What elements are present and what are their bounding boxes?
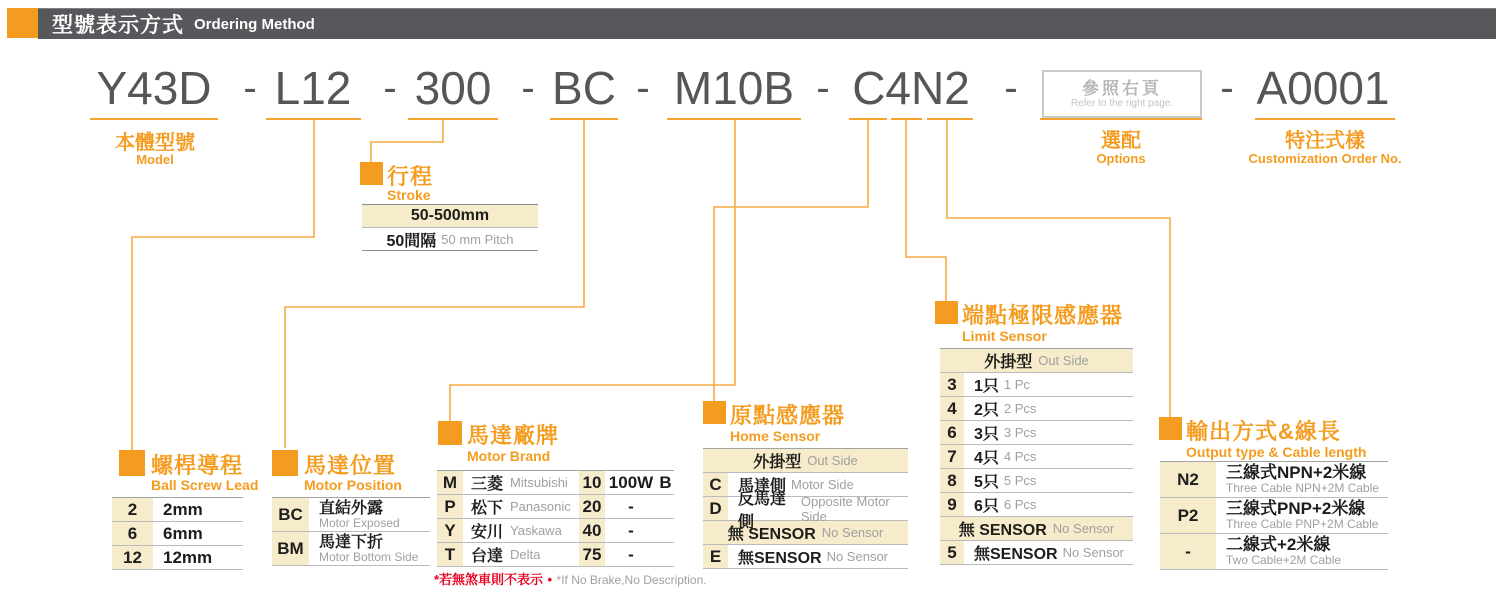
- table-row: BM 馬達下折 Motor Bottom Side: [272, 532, 430, 566]
- model-dash: -: [243, 65, 257, 110]
- table-row: 9 6只 6 Pcs: [940, 493, 1133, 517]
- wire-300-stroke: [371, 120, 443, 163]
- motor-position-bullet-square: [272, 450, 298, 476]
- table-row: P2 三線式PNP+2米線 Three Cable PNP+2M Cable: [1160, 498, 1388, 534]
- stroke-range-row: 50-500mm: [362, 205, 538, 228]
- table-row: 7 4只 4 Pcs: [940, 445, 1133, 469]
- home-sensor-title-en: Home Sensor: [730, 428, 821, 444]
- header-accent-square: [7, 8, 38, 38]
- table-row: BC 直結外露 Motor Exposed: [272, 498, 430, 532]
- table-row: 8 5只 5 Pcs: [940, 469, 1133, 493]
- motor-brand-title-zh: 馬達廠牌: [467, 423, 560, 448]
- table-row: D 反馬達側 Opposite Motor Side: [703, 497, 908, 521]
- output-table: [1160, 461, 1388, 570]
- stroke-table: [362, 204, 538, 251]
- options-reference-box: [1042, 70, 1202, 118]
- model-dash: -: [521, 65, 535, 110]
- underline-options: [1040, 118, 1202, 120]
- wire-4-limit-sensor: [906, 120, 946, 301]
- wire-l12-ball-screw: [132, 120, 314, 450]
- limit-sensor-title-en: Limit Sensor: [962, 328, 1047, 344]
- table-row: T 台達 Delta 75 -: [437, 543, 674, 567]
- table-row: Y 安川 Yaskawa 40 -: [437, 519, 674, 543]
- stroke-title-en: Stroke: [387, 187, 431, 203]
- table-row: 12 12mm: [112, 546, 243, 570]
- options-label-en: Options: [1096, 151, 1146, 166]
- header-bar: [38, 8, 1496, 39]
- underline-motor-position: [550, 118, 618, 120]
- model-label-en: Model: [136, 152, 174, 167]
- model-segment-stroke: 300: [414, 62, 492, 114]
- no-sensor-row: 無 SENSOR No Sensor: [703, 521, 908, 545]
- model-dash: -: [383, 65, 397, 110]
- options-box-en: Refer to the right page.: [1070, 97, 1174, 109]
- brake-footnote: *若無煞車則不表示 • *If No Brake,No Description.: [434, 572, 707, 587]
- table-row: - 二線式+2米線 Two Cable+2M Cable: [1160, 534, 1388, 570]
- motor-brand-bullet-square: [438, 421, 462, 445]
- model-segment-custom: A0001: [1256, 62, 1390, 114]
- output-title-zh: 輸出方式&線長: [1186, 419, 1341, 444]
- model-dash: -: [1004, 65, 1018, 110]
- custom-label-zh: 特注式樣: [1285, 130, 1365, 152]
- stroke-bullet-square: [360, 162, 383, 185]
- model-dash: -: [1220, 65, 1234, 110]
- table-row: 2 2mm: [112, 498, 243, 522]
- stroke-pitch-row: 50間隔 50 mm Pitch: [362, 228, 538, 251]
- model-dash: -: [636, 65, 650, 110]
- limit-sensor-bullet-square: [935, 301, 958, 324]
- table-row: 6 6mm: [112, 522, 243, 546]
- custom-label-en: Customization Order No.: [1248, 151, 1402, 166]
- table-row: E 無SENSOR No Sensor: [703, 545, 908, 569]
- model-label-zh: 本體型號: [115, 132, 195, 154]
- home-sensor-bullet-square: [703, 401, 726, 424]
- output-title-en: Output type & Cable length: [1186, 444, 1367, 460]
- model-dash: -: [816, 65, 830, 110]
- motor-position-title-en: Motor Position: [304, 477, 402, 493]
- stroke-title-zh: 行程: [387, 164, 434, 189]
- model-segment-motor-position: BC: [552, 62, 616, 114]
- limit-sensor-table: [940, 348, 1133, 565]
- home-sensor-title-zh: 原點感應器: [730, 403, 846, 428]
- table-header-row: 外掛型 Out Side: [703, 449, 908, 473]
- model-segment-body: Y43D: [96, 62, 212, 114]
- ball-screw-title-en: Ball Screw Lead: [151, 477, 259, 493]
- model-segment-motor-brand: M10B: [673, 62, 795, 114]
- model-segment-lead: L12: [274, 62, 352, 114]
- options-label-zh: 選配: [1101, 130, 1141, 152]
- output-bullet-square: [1159, 417, 1182, 440]
- table-row: 6 3只 3 Pcs: [940, 421, 1133, 445]
- wire-m10b-motor-brand: [450, 120, 735, 421]
- table-row: 5 無SENSOR No Sensor: [940, 541, 1133, 565]
- table-row: P 松下 Panasonic 20 -: [437, 495, 674, 519]
- underline-home-sensor-code: [849, 118, 887, 120]
- underline-limit-sensor-code: [891, 118, 922, 120]
- no-sensor-row: 無 SENSOR No Sensor: [940, 517, 1133, 541]
- page-title-en: Ordering Method: [194, 15, 315, 33]
- limit-sensor-title-zh: 端點極限感應器: [962, 303, 1124, 328]
- table-row: M 三菱 Mitsubishi 10 100W B: [437, 471, 674, 495]
- ball-screw-table: [112, 497, 243, 570]
- table-row: 3 1只 1 Pc: [940, 373, 1133, 397]
- table-header-row: 外掛型 Out Side: [940, 349, 1133, 373]
- underline-stroke: [408, 118, 498, 120]
- ball-screw-title-zh: 螺桿導程: [151, 453, 244, 478]
- underline-custom: [1255, 118, 1395, 120]
- wire-c-home-sensor: [714, 120, 868, 401]
- underline-output-code: [927, 118, 973, 120]
- motor-brand-title-en: Motor Brand: [467, 448, 551, 464]
- underline-body: [90, 118, 218, 120]
- model-segment-sensors: C4N2: [852, 62, 970, 114]
- motor-position-title-zh: 馬達位置: [304, 453, 397, 478]
- options-box-zh: 參照右頁: [1082, 78, 1162, 98]
- table-row: N2 三線式NPN+2米線 Three Cable NPN+2M Cable: [1160, 462, 1388, 498]
- motor-position-table: [272, 497, 430, 566]
- underline-motor-brand: [667, 118, 801, 120]
- motor-brand-table: [437, 470, 674, 567]
- page-title-zh: 型號表示方式: [52, 14, 184, 37]
- home-sensor-table: [703, 448, 908, 569]
- underline-lead: [266, 118, 361, 120]
- wire-bc-motor-position: [285, 120, 584, 448]
- table-row: 4 2只 2 Pcs: [940, 397, 1133, 421]
- ball-screw-bullet-square: [119, 450, 145, 476]
- table-row: C 馬達側 Motor Side: [703, 473, 908, 497]
